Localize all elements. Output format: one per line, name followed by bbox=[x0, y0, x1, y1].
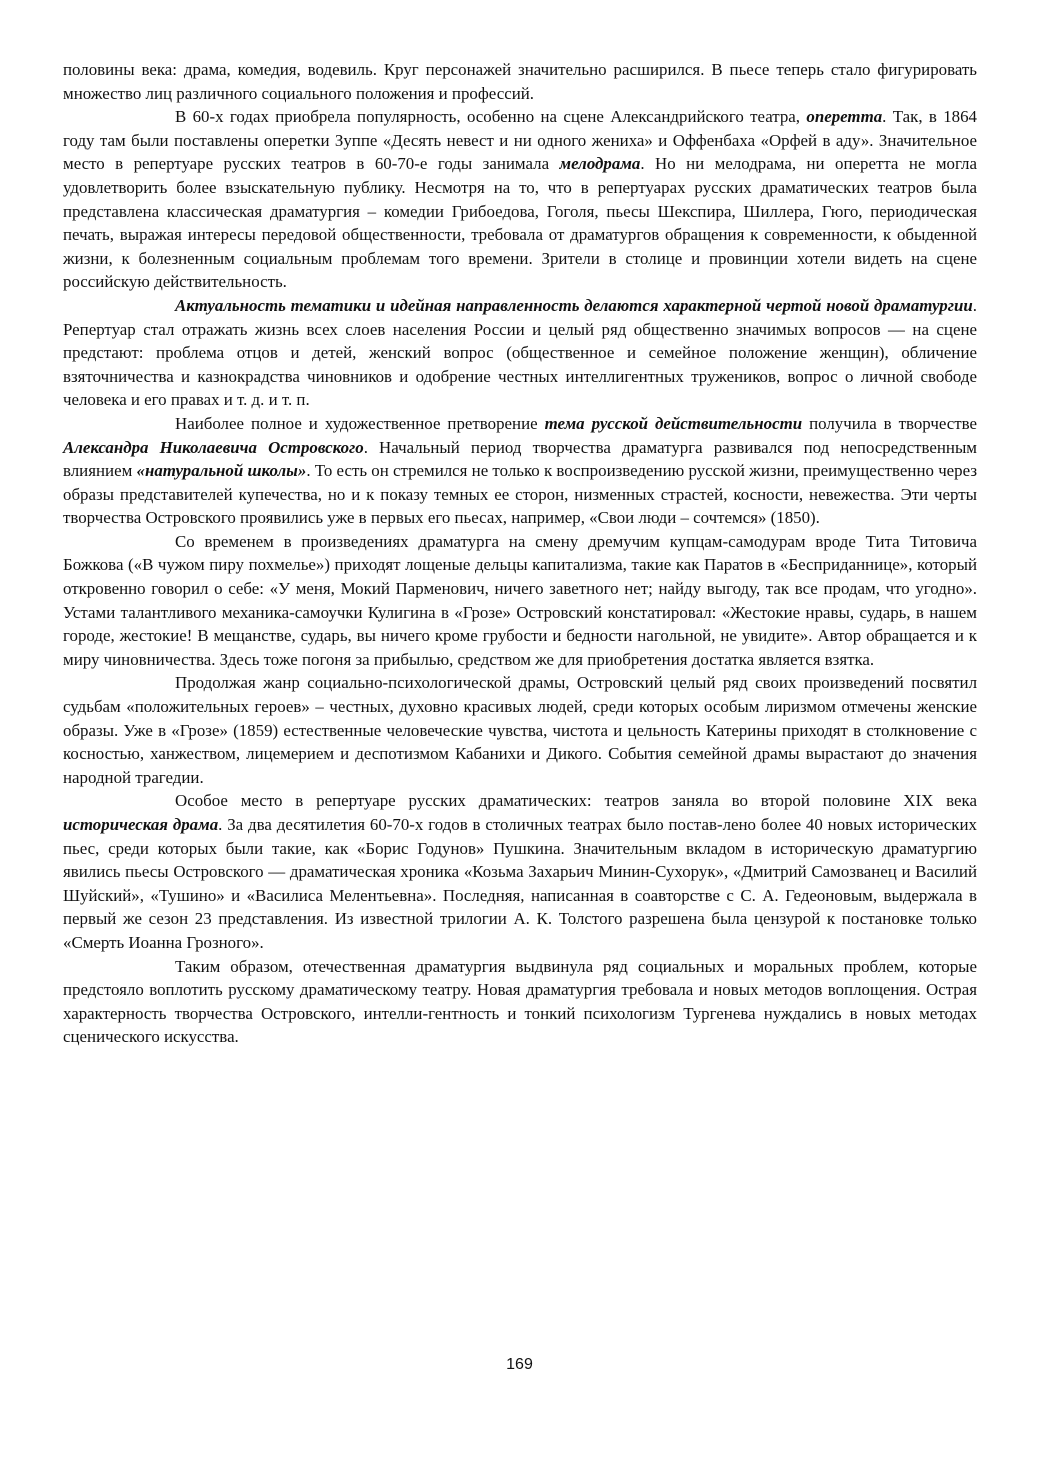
emphasized-term: мелодрама bbox=[559, 154, 641, 174]
emphasized-term: Актуальность тематики и идейная направленность делаются характерной чертой новой драматургии bbox=[175, 295, 973, 315]
text-run: Наиболее полное и художественное претворение bbox=[175, 413, 545, 433]
paragraph bbox=[63, 412, 977, 530]
emphasized-term: «натуральной школы» bbox=[136, 461, 307, 481]
document-body bbox=[63, 58, 977, 1049]
paragraph bbox=[63, 530, 977, 672]
paragraph bbox=[63, 105, 977, 294]
text-run: половины века: драма, комедия, водевиль. Круг персонажей значительно расширился. В пьесе теперь стало фигурировать множество лиц различного социального положения и профессий. bbox=[63, 60, 977, 103]
page-number: 169 bbox=[506, 1356, 533, 1373]
text-run: . Репертуар стал отражать жизнь всех слоев населения России и целый ряд общественно значимых вопросов — на сцене предстают: проблема отцов и детей, женский вопрос (общественное и семейное положение женщин), обличение взяточничества и казнокрадства чиновников и одобрение честных интеллигентных тружеников, вопрос о личной свободе человека и его правах и т. д. и т. п. bbox=[63, 295, 977, 410]
text-run: . Но ни мелодрама, ни оперетта не могла удовлетворить более взыскательную публику. Несмотря на то, что в репертуарах русских драматических театров была представлена классическая драматургия – комедии Грибоедова, Гоголя, пьесы Шекспира, Шиллера, Гюго, периодическая печать, выражая интересы передовой общественности, требовала от драматургов обращения к современности, к обыденной жизни, к болезненным социальным проблемам того времени. Зрители в столице и провинции хотели видеть на сцене российскую действительность. bbox=[63, 154, 977, 292]
text-run: получила в творчестве bbox=[802, 413, 977, 433]
paragraph bbox=[63, 294, 977, 412]
paragraph bbox=[63, 671, 977, 789]
emphasized-term: Александра Николаевича Островского bbox=[63, 437, 364, 457]
text-run: Со временем в произведениях драматурга на смену дремучим купцам-самодурам вроде Тита Титовича Божкова («В чужом пиру похмелье») приходят лощеные дельцы капитализма, такие как Паратов в «Бесприданнице», который откровенно говорил о себе: «У меня, Мокий Парменович, ничего заветного нет; найду выгоду, так все продам, что угодно». Устами талантливого механика-самоучки Кулигина в «Грозе» Островский констатировал: «Жестокие нравы, сударь, в нашем городе, жестокие! В мещанстве, сударь, вы ничего кроме грубости и бедности нагольной, не увидите». Автор обращается и к миру чиновничества. Здесь тоже погоня за прибылью, средством же для приобретения достатка является взятка. bbox=[63, 531, 977, 669]
paragraph bbox=[63, 955, 977, 1049]
text-run: В 60-х годах приобрела популярность, особенно на сцене Александрийского театра, bbox=[175, 107, 807, 127]
text-run: . За два десятилетия 60-70-х годов в столичных театрах было постав-лено более 40 новых исторических пьес, среди которых были такие, как «Борис Годунов» Пушкина. Значительным вкладом в историческую драматургию явились пьесы Островского — драматическая хроника «Козьма Захарьич Минин-Сухорук», «Дмитрий Самозванец и Василий Шуйский», «Тушино» и «Василиса Мелентьевна». Последняя, написанная в соавторстве с С. А. Гедеоновым, выдержала в первый же сезон 23 представления. Из известной трилогии А. К. Толстого разрешена была цензурой к постановке только «Смерть Иоанна Грозного». bbox=[63, 815, 977, 952]
paragraph bbox=[63, 789, 977, 954]
text-run: Продолжая жанр социально-психологической драмы, Островский целый ряд своих произведений посвятил судьбам «положительных героев» – честных, духовно красивых людей, среди которых особым лиризмом отмечены женские образы. Уже в «Грозе» (1859) естественные человеческие чувства, чистота и цельность Катерины приходят в столкновение с косностью, ханжеством, лицемерием и деспотизмом Кабанихи и Дикого. События семейной драмы вырастают до значения народной трагедии. bbox=[63, 673, 977, 787]
emphasized-term: оперетта bbox=[806, 107, 883, 127]
text-run: Особое место в репертуаре русских драматических: театров заняла во второй половине XIX века bbox=[175, 791, 977, 811]
emphasized-term: тема русской действительности bbox=[544, 413, 803, 433]
text-run: Таким образом, отечественная драматургия выдвинула ряд социальных и моральных проблем, которые предстояло воплотить русскому драматическому театру. Новая драматургия требовала и новых методов воплощения. Острая характерность творчества Островского, интелли-гентность и тонкий психологизм Тургенева нуждались в новых методах сценического искусства. bbox=[63, 956, 977, 1047]
paragraph bbox=[63, 58, 977, 105]
emphasized-term: историческая драма bbox=[63, 815, 219, 834]
text-run: . То есть он стремился не только к воспроизведению русской жизни, преимущественно через образы представителей купечества, но и к показу темных ее сторон, низменных страстей, косности, невежества. Эти черты творчества Островского проявились уже в первых его пьесах, например, «Свои люди – сочтемся» (1850). bbox=[63, 461, 978, 528]
text-run: . Начальный период творчества драматурга развивался под непосредственным влиянием bbox=[63, 437, 977, 481]
text-run: . Так, в 1864 году там были поставлены оперетки Зуппе «Десять невест и ни одного жениха» и Оффенбаха «Орфей в аду». Значительное место в репертуаре русских театров в 60-70-е годы занимала bbox=[63, 107, 977, 174]
